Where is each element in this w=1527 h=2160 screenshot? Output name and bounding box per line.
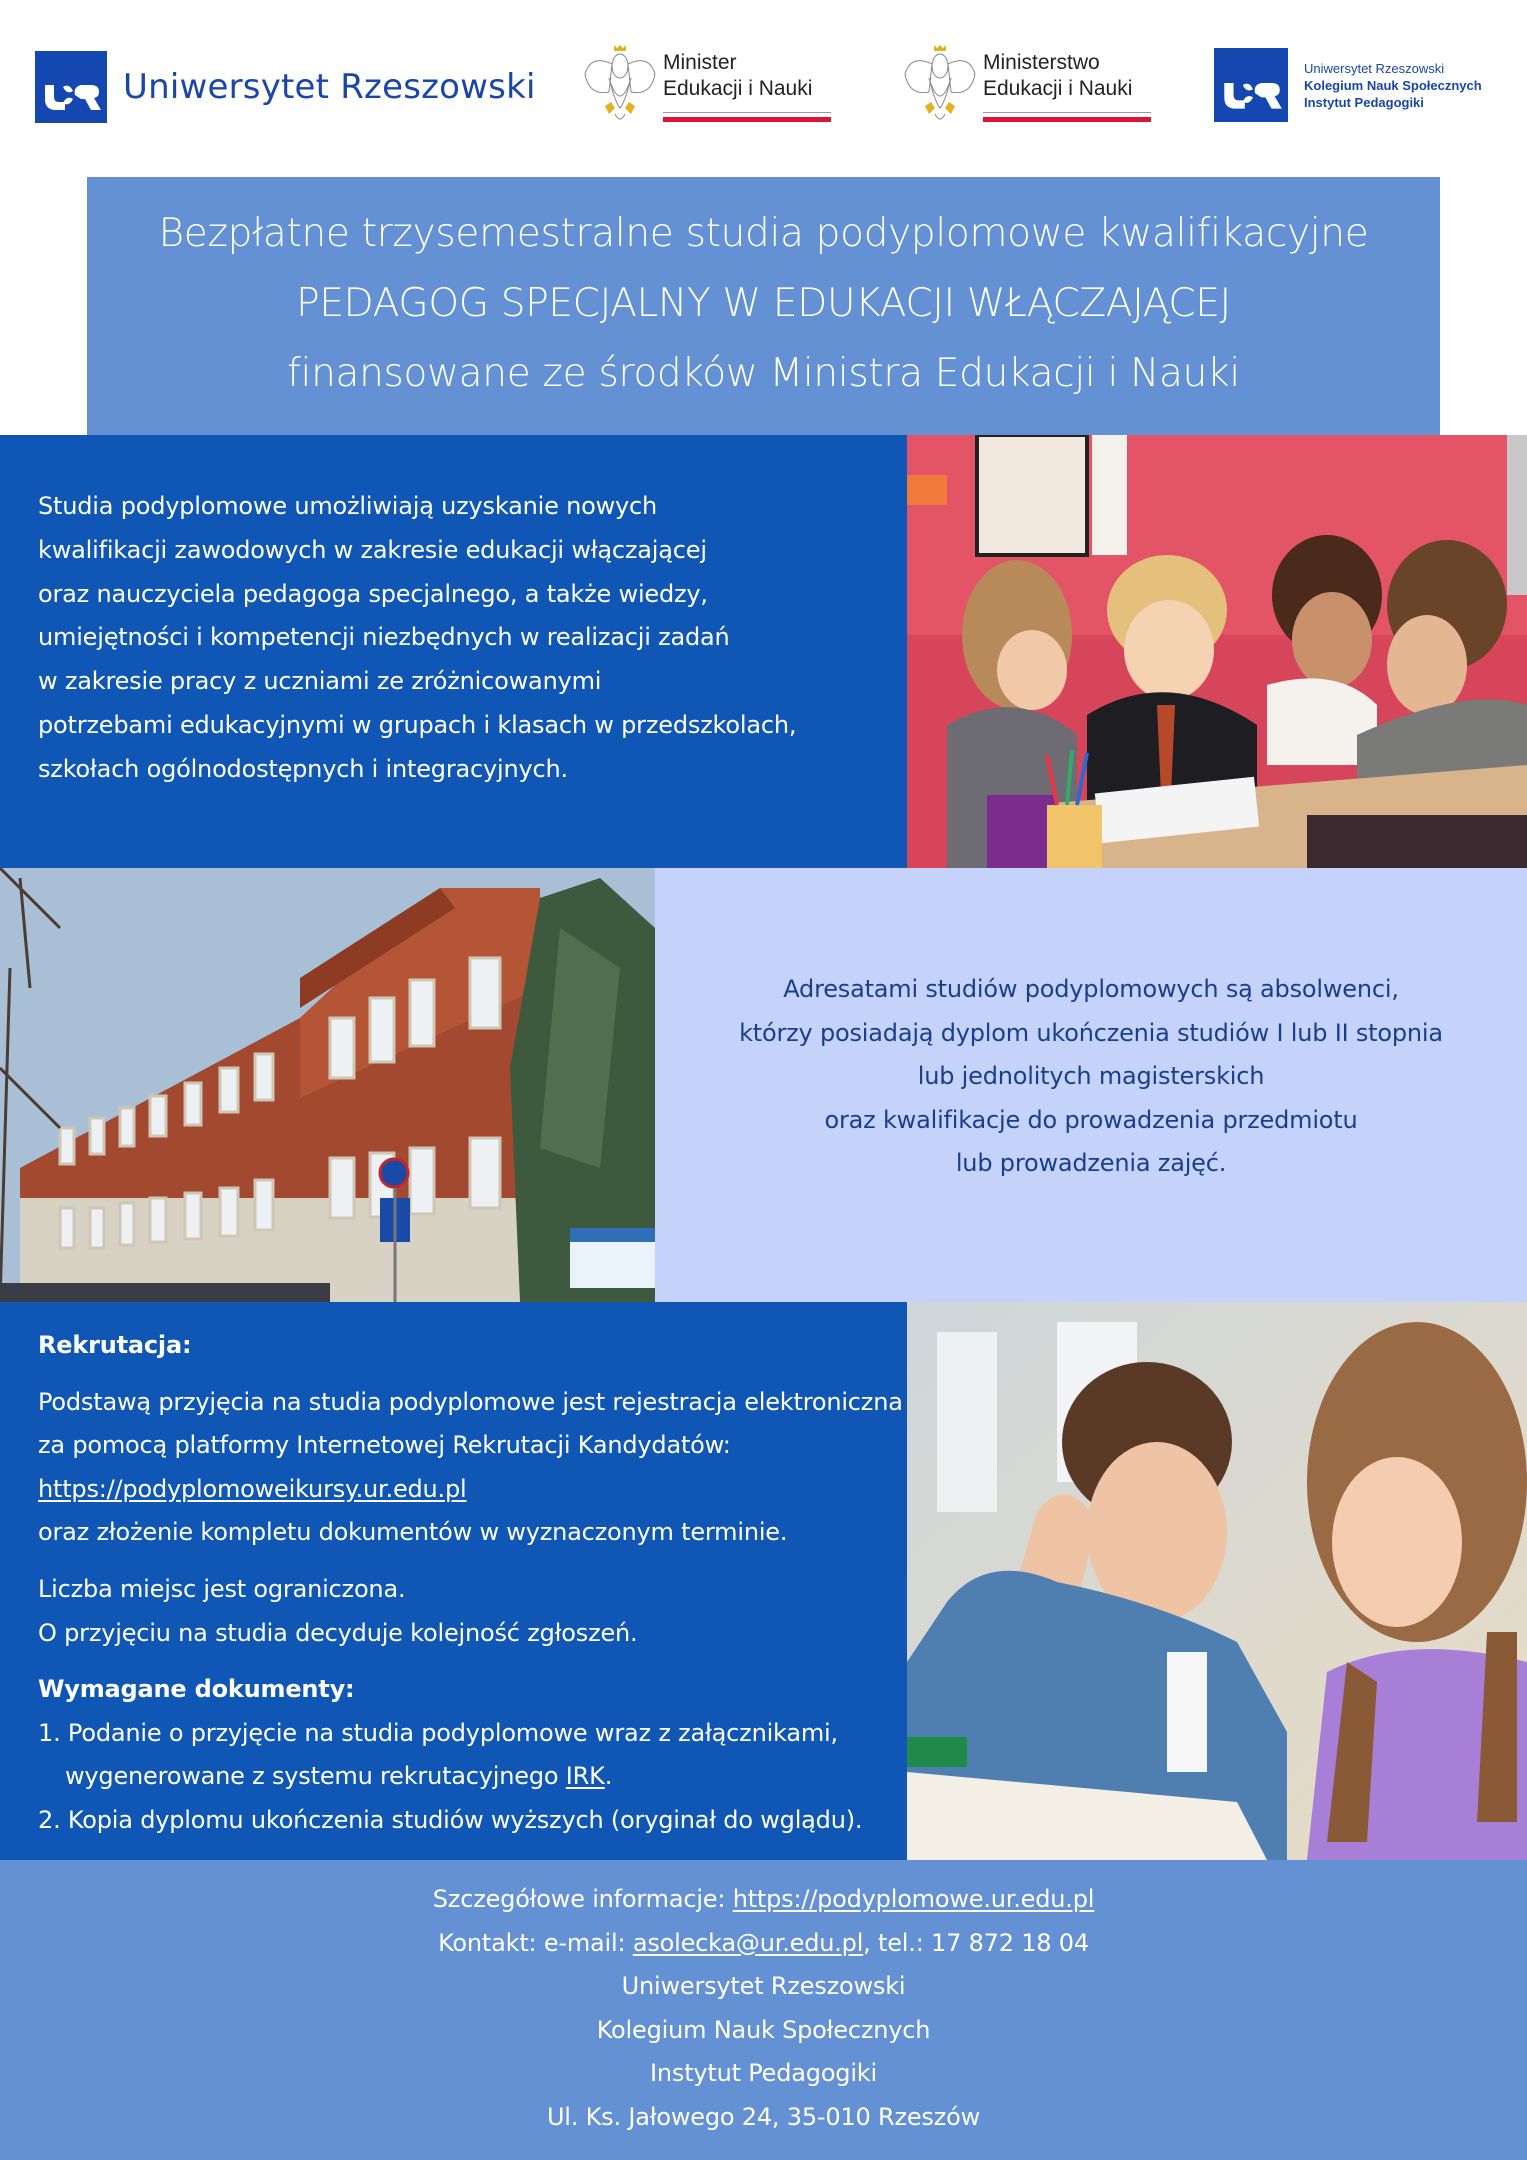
recruitment-text xyxy=(38,1324,918,1843)
audience-line: którzy posiadają dyplom ukończenia studiów I lub II stopnia xyxy=(739,1018,1443,1047)
footer-address: Ul. Ks. Jałowego 24, 35-010 Rzeszów xyxy=(546,2102,981,2131)
polish-eagle-icon xyxy=(903,44,977,126)
college-logo xyxy=(1214,48,1482,122)
audience-line: oraz kwalifikacje do prowadzenia przedmiotu xyxy=(824,1105,1358,1134)
recruitment-line: za pomocą platformy Internetowej Rekrutacji Kandydatów: xyxy=(38,1431,731,1460)
audience-line: lub prowadzenia zajęć. xyxy=(955,1149,1227,1178)
intro-line: potrzebami edukacyjnymi w grupach i klasach w przedszkolach, xyxy=(38,710,797,739)
footer-college: Kolegium Nauk Społecznych xyxy=(596,2015,931,2044)
audience-text xyxy=(655,968,1527,1186)
ministry-logo xyxy=(903,44,1151,126)
audience-line: lub jednolitych magisterskich xyxy=(917,1062,1265,1091)
ministry-subtitle: Edukacji i Nauki xyxy=(983,77,1133,100)
audience-section xyxy=(0,868,1527,1302)
intro-line: umiejętności i kompetencji niezbędnych w realizacji zadań xyxy=(38,623,730,652)
audience-line: Adresatami studiów podyplomowych są absolwenci, xyxy=(783,975,1399,1003)
intro-text xyxy=(38,485,878,792)
flag-rule xyxy=(983,112,1151,122)
recruitment-line: Podstawą przyjęcia na studia podyplomowe jest rejestracja elektroniczna xyxy=(38,1387,903,1416)
contact-label: Kontakt: e-mail: xyxy=(438,1928,633,1957)
intro-line: szkołach ogólnodostępnych i integracyjnych. xyxy=(38,754,568,783)
document-item-1-text: wygenerowane z systemu rekrutacyjnego xyxy=(65,1762,566,1791)
minister-title: Minister xyxy=(663,51,737,74)
children-classroom-photo xyxy=(907,435,1527,868)
title-line-2: PEDAGOG SPECJALNY W EDUKACJI WŁĄCZAJĄCEJ xyxy=(296,281,1231,326)
polish-eagle-icon xyxy=(583,44,657,126)
document-item-1-cont xyxy=(38,1755,918,1799)
details-link[interactable]: https://podyplomowe.ur.edu.pl xyxy=(732,1885,1095,1913)
recruitment-section xyxy=(0,1302,1527,1860)
intro-section xyxy=(0,435,1527,868)
intro-line: Studia podyplomowe umożliwiają uzyskanie nowych xyxy=(38,492,658,520)
contact-footer xyxy=(0,1860,1527,2160)
university-logo xyxy=(35,51,536,123)
college-university: Uniwersytet Rzeszowski xyxy=(1304,60,1445,76)
document-item-2: 2. Kopia dyplomu ukończenia studiów wyższych (oryginał do wglądu). xyxy=(38,1805,863,1834)
documents-heading: Wymagane dokumenty: xyxy=(38,1675,355,1704)
minister-logo xyxy=(583,44,831,126)
document-item-1: 1. Podanie o przyjęcie na studia podyplomowe wraz z załącznikami, xyxy=(38,1718,838,1747)
title-line-1: Bezpłatne trzysemestralne studia podyplomowe kwalifikacyjne xyxy=(158,211,1369,256)
ministry-title: Ministerstwo xyxy=(983,51,1100,74)
details-row xyxy=(0,1878,1527,1922)
students-reading-photo xyxy=(907,1302,1527,1860)
title-line-3: finansowane ze środków Ministra Edukacji i Nauki xyxy=(287,351,1240,396)
ur-emblem-icon xyxy=(35,51,107,123)
irk-link[interactable]: IRK xyxy=(565,1762,605,1791)
intro-line: oraz nauczyciela pedagoga specjalnego, a także wiedzy, xyxy=(38,579,708,608)
university-building-photo xyxy=(0,868,655,1302)
phone-text: , tel.: 17 872 18 04 xyxy=(863,1928,1089,1957)
title-banner xyxy=(87,177,1440,435)
university-name: Uniwersytet Rzeszowski xyxy=(123,67,536,107)
intro-line: w zakresie pracy z uczniami ze zróżnicowanymi xyxy=(38,667,602,696)
institute-name: Instytut Pedagogiki xyxy=(1304,94,1424,110)
footer-university: Uniwersytet Rzeszowski xyxy=(621,1972,906,2001)
punctuation: . xyxy=(604,1762,613,1791)
intro-line: kwalifikacji zawodowych w zakresie edukacji włączającej xyxy=(38,535,707,564)
flag-rule xyxy=(663,112,831,122)
recruitment-heading: Rekrutacja: xyxy=(38,1331,192,1359)
admission-order-text: O przyjęciu na studia decyduje kolejność zgłoszeń. xyxy=(38,1618,638,1647)
college-name: Kolegium Nauk Społecznych xyxy=(1304,77,1482,93)
ur-emblem-icon xyxy=(1214,48,1288,122)
minister-subtitle: Edukacji i Nauki xyxy=(663,77,813,100)
recruitment-line: oraz złożenie kompletu dokumentów w wyznaczonym terminie. xyxy=(38,1518,788,1547)
footer-institute: Instytut Pedagogiki xyxy=(650,2059,877,2088)
email-link[interactable]: asolecka@ur.edu.pl xyxy=(632,1928,864,1957)
limited-places-text: Liczba miejsc jest ograniczona. xyxy=(38,1574,406,1603)
details-label: Szczegółowe informacje: xyxy=(432,1885,733,1913)
contact-row xyxy=(0,1922,1527,1966)
registration-platform-link[interactable]: https://podyplomoweikursy.ur.edu.pl xyxy=(38,1474,467,1503)
